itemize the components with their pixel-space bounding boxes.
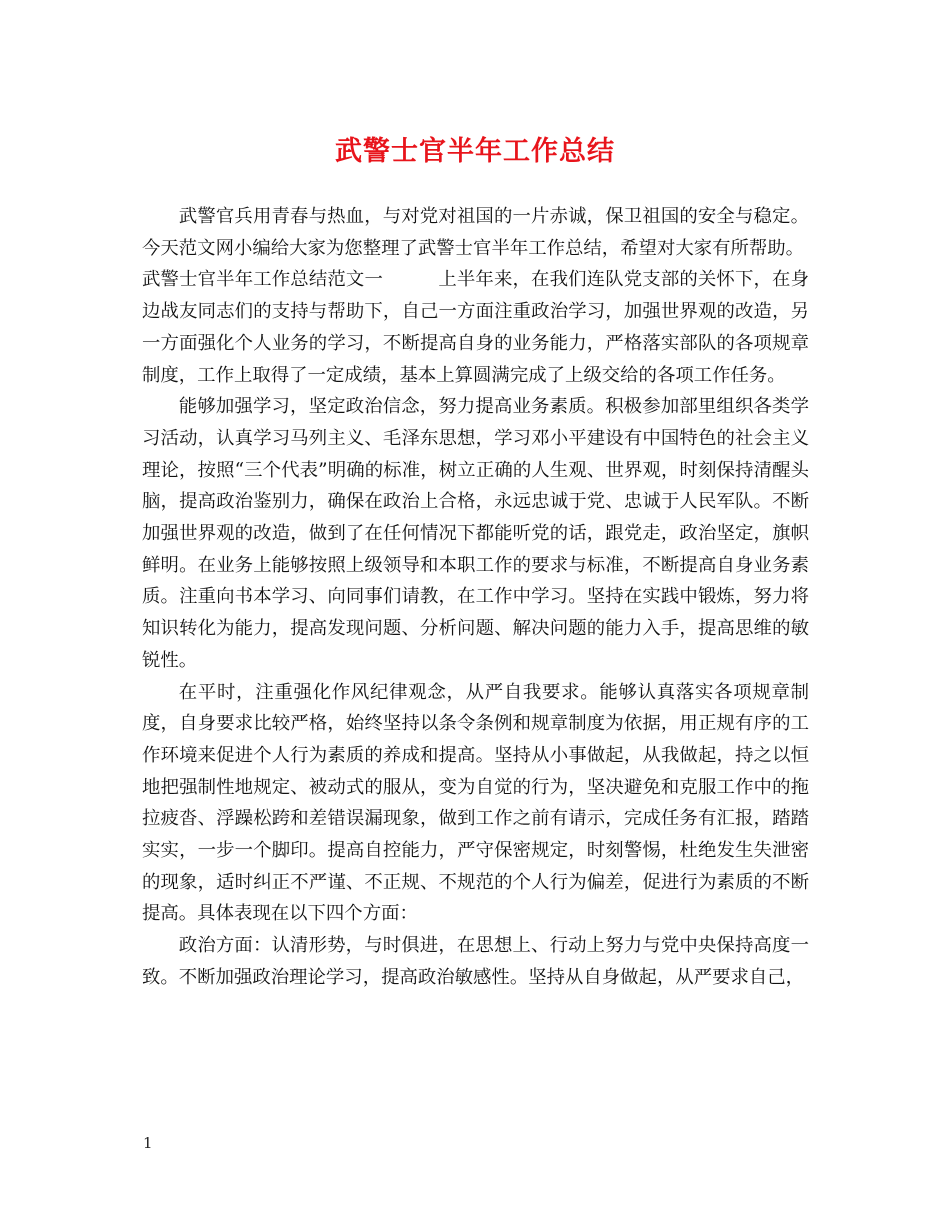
intro-line-2: 今天范文网小编给大家为您整理了武警士官半年工作总结，希望对大家有所帮助。	[142, 237, 805, 259]
paragraph-4: 政治方面：认清形势，与时俱进，在思想上、行动上努力与党中央保持高度一致。不断加强政治理论学习，提高政治敏感性。坚持从自身做起，从严要求自己，	[142, 935, 809, 988]
intro-line-1: 武警官兵用青春与热血，与对党对祖国的一片赤诚，保卫祖国的安全与稳定。	[178, 206, 809, 227]
first-sample-paragraph	[142, 264, 809, 391]
sample-heading: 武警士官半年工作总结范文一	[142, 269, 384, 291]
paragraph-3: 在平时，注重强化作风纪律观念，从严自我要求。能够认真落实各项规章制度，自身要求比较严格，始终坚持以条令条例和规章制度为依据，用正规有序的工作环境来促进个人行为素质的养成和提高。坚持从小事做起，从我做起，持之以恒地把强制性地规定、被动式的服从，变为自觉的行为，坚决避免和克服工作中的拖拉疲沓、浮躁松跨和差错误漏现象，做到工作之前有请示，完成任务有汇报，踏踏实实，一步一个脚印。提高自控能力，严守保密规定，时刻警惕，杜绝发生失泄密的现象，适时纠正不严谨、不正规、不规范的个人行为偏差，促进行为素质的不断提高。具体表现在以下四个方面：	[142, 681, 809, 925]
document-body	[142, 201, 809, 994]
document-title: 武警士官半年工作总结	[335, 136, 615, 167]
paragraph-1: 上半年来，在我们连队党支部的关怀下，在身边战友同志们的支持与帮助下，自己一方面注重政治学习，加强世界观的改造，另一方面强化个人业务的学习，不断提高自身的业务能力，严格落实部队的各项规章制度，工作上取得了一定成绩，基本上算圆满完成了上级交给的各项工作任务。	[142, 269, 809, 386]
paragraph-2: 能够加强学习，坚定政治信念，努力提高业务素质。积极参加部里组织各类学习活动，认真学习马列主义、毛泽东思想，学习邓小平建设有中国特色的社会主义理论，按照“三个代表”明确的标准，树立正确的人生观、世界观，时刻保持清醒头脑，提高政治鉴别力，确保在政治上合格，永远忠诚于党、忠诚于人民军队。不断加强世界观的改造，做到了在任何情况下都能听党的话，跟党走，政治坚定，旗帜鲜明。在业务上能够按照上级领导和本职工作的要求与标准，不断提高自身业务素质。注重向书本学习、向同事们请教，在工作中学习。坚持在实践中锻炼，努力将知识转化为能力，提高发现问题、分析问题、解决问题的能力入手，提高思维的敏锐性。	[142, 396, 809, 671]
intro-paragraph	[142, 201, 809, 264]
page-number: 1	[143, 1134, 153, 1152]
